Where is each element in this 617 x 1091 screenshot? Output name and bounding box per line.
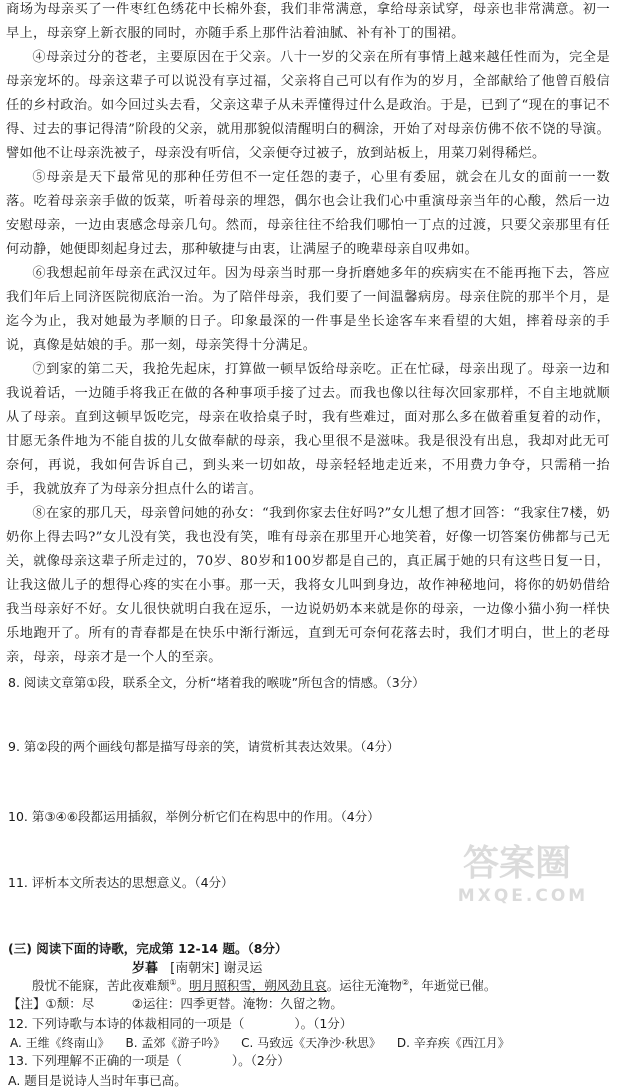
question-8: 8. 阅读文章第①段，联系全文，分析“堵着我的喉咙”所包含的情感。（3分） xyxy=(8,675,425,690)
watermark-sub-text: MXQE.COM xyxy=(457,886,589,906)
watermark-main-text: 答案圈 xyxy=(462,843,572,884)
poem-title: 岁暮 xyxy=(132,961,159,976)
poem-notes: 【注】①颓：尽 ②运往：四季更替。淹物：久留之物。 xyxy=(8,996,343,1011)
option-d: D. 辛弃疾《西江月》 xyxy=(396,1036,510,1050)
question-13: 13. 下列理解不正确的一项是（ ）。（2分） xyxy=(8,1053,290,1068)
document-page xyxy=(6,0,610,1091)
question-10: 10. 第③④⑥段都运用插叙，举例分析它们在构思中的作用。（4分） xyxy=(8,809,380,824)
poem-segment-c: 。运往无淹物 xyxy=(326,978,402,993)
question-11: 11. 评析本文所表达的思想意义。（4分） xyxy=(8,875,234,890)
passage-paragraph-7: ⑦到家的第二天，我抢先起床，打算做一顿早饭给母亲吃。正在忙碌，母亲出现了。母亲一边和我说着话，一边随手将我正在做的各种事项手接了过去。而我也像以往每次回家那样，不自主地就顺从了母亲。直到这顿早饭吃完，母亲在收拾桌子时，我有些难过，面对那么多在做着重复着的动作，甘愿无条件地为不能自拔的儿女做奉献的母亲，我心里很不是滋味。我是很没有出息，我却对此无可奈何，再说，我如何告诉自己，到头来一切如故，母亲轻轻地走近来，不用费力争夺，只需稍一抬手，我就放弃了为母亲分担点什么的诺言。 xyxy=(6,362,610,497)
poem-segment-d: ，年逝觉已催。 xyxy=(408,978,497,993)
poem-segment-b: 。 xyxy=(176,978,190,993)
passage-paragraph-5: ⑤母亲是天下最常见的那种任劳但不一定任怨的妻子，心里有委屈，就会在儿女的面前一一数落。吃着母亲亲手做的饭菜，听着母亲的埋怨，偶尔也会让我们心中重演母亲当年的心酸，然后一边安慰母亲，一边由衷感念母亲几句。然而，母亲往往不给我们哪怕一丁点的过渡，只要父亲那里有任何动静，她便即刻起身过去，那种敏捷与由衷，让满屋子的晚辈母亲自叹弗如。 xyxy=(6,170,610,257)
poem-author: [南朝宋] 谢灵运 xyxy=(170,961,263,976)
poem-heading xyxy=(6,957,610,976)
question-12: 12. 下列诗歌与本诗的体裁相同的一项是（ ）。（1分） xyxy=(8,1016,353,1031)
passage-paragraph-8: ⑧在家的那几天，母亲曾问她的孙女：“我到你家去住好吗?”女儿想了想才回答：“我家住7楼，奶奶你上得去吗?”女儿没有笑，我也没有笑，唯有母亲在那里开心地笑着，好像一切答案仿佛都与己无关，就像母亲这辈子所走过的，70岁、80岁和100岁都是自己的，真正属于她的只有这些日复一日，让我这做儿子的想得心疼的实在小事。那一天，我将女儿叫到身边，故作神秘地问，将你的奶奶借给我当母亲好不好。女儿很快就明白我在逗乐，一边说奶奶本来就是你的母亲，一边像小猫小狗一样快乐地跑开了。所有的青春都是在快乐中渐行渐远，直到无可奈何花落去时，我们才明白，世上的老母亲，母亲，母亲才是一个人的至亲。 xyxy=(6,506,610,665)
passage-paragraph-6: ⑥我想起前年母亲在武汉过年。因为母亲当时那一身折磨她多年的疾病实在不能再拖下去，答应我们年后上同济医院彻底治一治。为了陪伴母亲，我们要了一间温馨病房。母亲住院的那半个月，是迄今为止，我对她最为孝顺的日子。印象最深的一件事是坐长途客车来看望的大姐，摔着母亲的手说，真像是姑娘的手。那一刻，母亲笑得十分满足。 xyxy=(6,266,610,353)
answer-space-8 xyxy=(6,693,610,737)
watermark-logo xyxy=(433,835,601,907)
poem-text xyxy=(6,976,610,994)
passage-paragraph-4: ④母亲过分的苍老，主要原因在于父亲。八十一岁的父亲在所有事情上越来越任性而为，完全是母亲宠坏的。母亲这辈子可以说没有享过福，父亲将自己可以有作为的岁月，全部献给了他曾百般信任的乡村政治。如今回过头去看，父亲这辈子从未弄懂得过什么是政治。于是，已到了“现在的事记不得、过去的事记得清”阶段的父亲，就用那貌似清醒明白的稠涂，开始了对母亲仿佛不依不饶的导演。譬如他不让母亲洗被子，母亲没有听信，父亲便夺过被子，放到站板上，用菜刀剁得稀烂。 xyxy=(6,50,610,161)
poem-segment-a: 殷忧不能寐，苦此夜难颓 xyxy=(32,978,170,993)
question-9: 9. 第②段的两个画线句都是描写母亲的笑，请赏析其表达效果。（4分） xyxy=(8,739,400,754)
option-b: B. 孟郊《游子吟》 xyxy=(125,1036,226,1050)
poem-note-mark-2: ② xyxy=(401,977,409,987)
poem-note-mark-1: ① xyxy=(169,977,177,987)
question-12-options xyxy=(6,1034,610,1051)
answer-space-9 xyxy=(6,757,610,807)
question-13-option-a: A. 题目是说诗人当时年事已高。 xyxy=(8,1073,187,1088)
section-3-heading: (三) 阅读下面的诗歌，完成第 12-14 题。（8分） xyxy=(8,941,288,956)
option-a: A. 王维《终南山》 xyxy=(10,1036,110,1050)
option-c: C. 马致远《天净沙·秋思》 xyxy=(241,1036,381,1050)
passage-paragraph-0: 商场为母亲买了一件枣红色绣花中长棉外套，我们非常满意，拿给母亲试穿，母亲也非常满意。初一早上，母亲穿上新衣服的同时，亦随手系上那件沾着油腻、补有补丁的围裙。 xyxy=(6,2,610,41)
poem-underlined-line: 明月照积雪，朔风劲且哀 xyxy=(189,978,327,993)
